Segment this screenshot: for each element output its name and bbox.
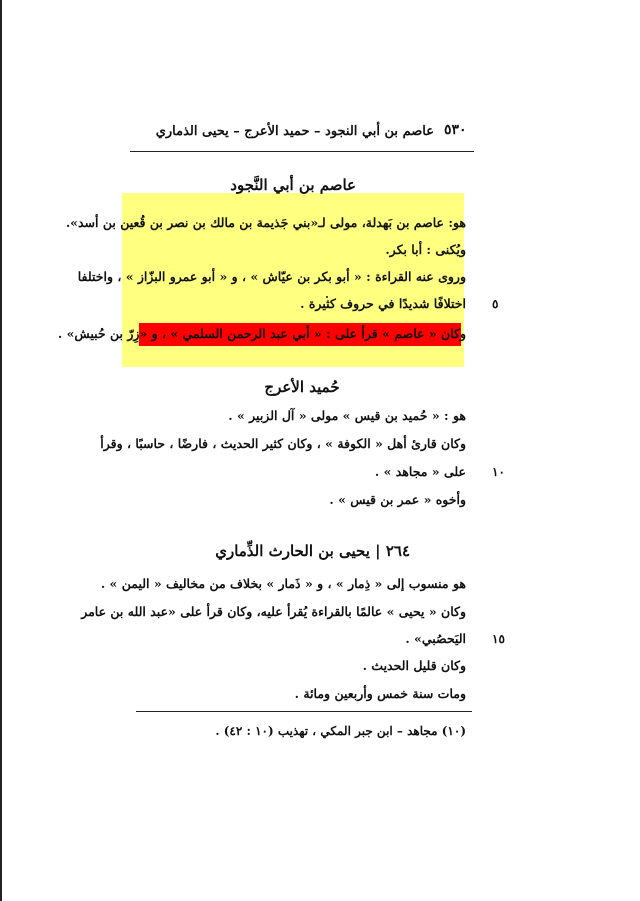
text-line: وكان قارئ أهل « الكوفة » ، وكان كثير الحديث ، فارضًا ، حاسبًا ، وقرأ <box>100 436 466 451</box>
text-line: اختلافًا شديدًا في حروف كثيرة . <box>300 296 466 311</box>
footnote-rule <box>136 711 472 712</box>
entry-number: ٢٦٤ <box>385 542 410 560</box>
header-rule <box>130 151 474 152</box>
entry-heading-humayd: حُميد الأعرج <box>264 378 340 396</box>
page-number: ٥٣٠ <box>444 122 467 138</box>
text-line: على « مجاهد » . <box>374 464 466 479</box>
entry-number-bar: | <box>369 542 381 560</box>
running-head: عاصم بن أبي النجود – حميد الأعرج – يحيى الذماري <box>155 124 434 139</box>
entry-heading-yahya <box>215 542 410 560</box>
text-line: هو : « حُميد بن قيس » مولى « آل الزبير » . <box>228 408 466 423</box>
text-line: هو: عاصم بن بَهدلة، مولى لـ«بني جَذيمة بن مالك بن نصر بن قُعين بن أسد». <box>65 215 466 230</box>
entry-heading-asim: عاصم بن أبي النَّجود <box>230 176 356 194</box>
margin-line-number: ٥ <box>492 297 499 311</box>
text-line: وكان « عاصم » قرأ على : « أبي عبد الرحمن السلمي » ، و «زِرّ بن حُبيش» . <box>57 326 466 341</box>
margin-line-number: ١٥ <box>492 632 505 646</box>
page-edge-rule <box>0 0 2 901</box>
text-line: وكان « يحيى » عالمًا بالقراءة يُقرأ عليه، وكان قرأ على «عبد الله بن عامر <box>81 604 466 619</box>
text-line: ومات سنة خمس وأربعين ومائة . <box>294 686 466 701</box>
text-line: وكان قليل الحديث . <box>362 658 466 673</box>
text-line: وروى عنه القراءة : « أبو بكر بن عيّاش » ، و « أبو عمرو البزّاز » ، واختلفا <box>77 269 466 284</box>
text-line: اليَحصُبي» . <box>405 631 466 646</box>
margin-line-number: ١٠ <box>492 465 505 479</box>
text-line: ويُكنى : أبا بكر. <box>385 242 466 257</box>
footnote: (١٠) مجاهد – ابن جبر المكي ، تهذيب (١٠ : ٤٢) . <box>215 724 466 738</box>
text-line: وأخوه « عمر بن قيس » . <box>329 492 466 507</box>
text-line: هو منسوب إلى « ذِمار » ، و « ذَمار » بخلاف من مخاليف « اليمن » . <box>100 576 466 591</box>
entry-heading-text: يحيى بن الحارث الذِّماري <box>215 542 370 560</box>
